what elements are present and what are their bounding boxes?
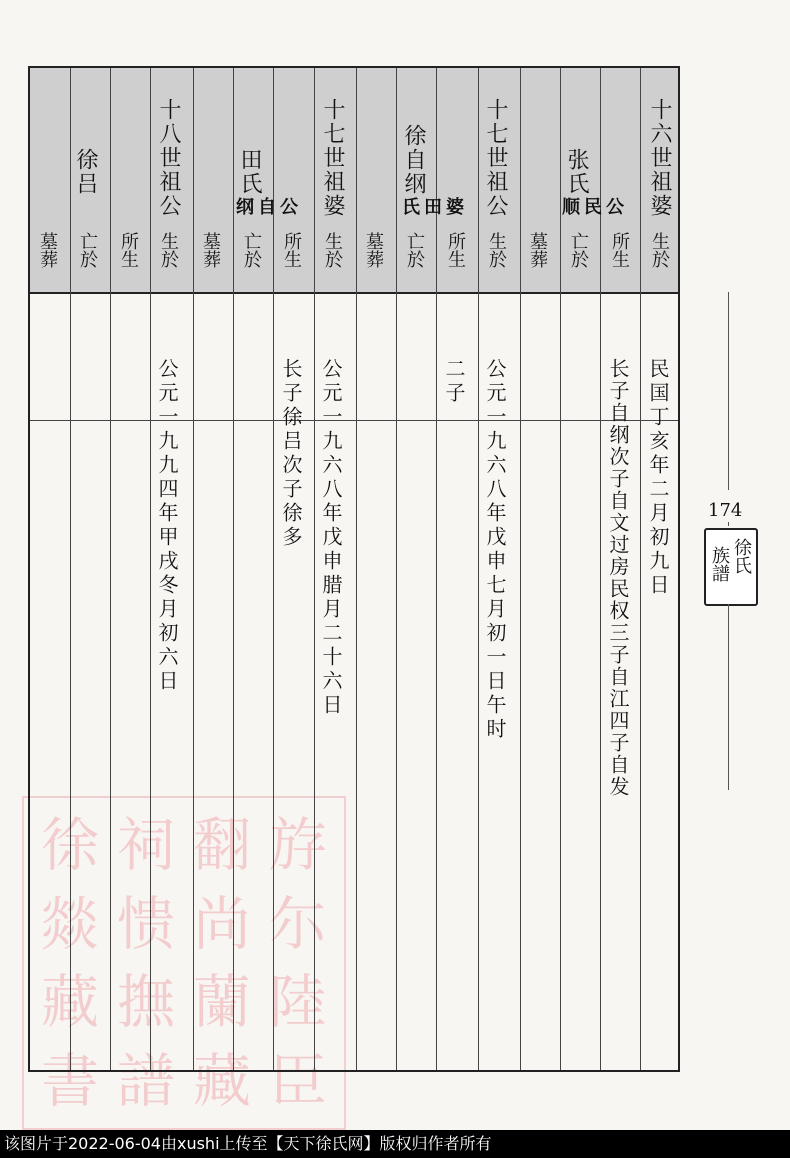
margin-rule-tick — [728, 522, 729, 526]
field-label-birth: 生於 — [158, 232, 179, 268]
seal-char: 譜 — [116, 1046, 175, 1115]
field-label-birth: 生於 — [649, 232, 670, 268]
birth-value: 公元一九九四年甲戌冬月初六日 — [155, 358, 179, 694]
table-divider — [150, 68, 151, 1070]
generation-header: 十八世祖公 — [156, 98, 181, 218]
person-name: 田氏 — [237, 148, 262, 196]
generation-header: 十六世祖婆 — [647, 98, 672, 218]
seal-char: 愦 — [116, 889, 175, 958]
field-label-burial: 墓葬 — [527, 232, 548, 268]
field-label-birth: 生於 — [486, 232, 507, 268]
seal-char: 陸 — [268, 968, 327, 1037]
field-label-birth: 生於 — [322, 232, 343, 268]
field-label-death: 亡於 — [404, 232, 425, 268]
spouse-subtitle: 纲自公 — [236, 197, 302, 218]
field-label-children: 所生 — [609, 232, 630, 268]
seal-line: 族譜 — [709, 546, 730, 582]
birth-value: 公元一九六八年戊申七月初一日午时 — [483, 358, 507, 742]
table-divider — [640, 68, 641, 1070]
seal-char: 徐 — [40, 811, 99, 880]
field-label-row — [30, 292, 678, 421]
children-value: 二子 — [442, 358, 466, 406]
person-name: 张氏 — [564, 148, 589, 196]
table-divider — [70, 68, 71, 1070]
table-divider — [233, 68, 234, 1070]
birth-value: 民国丁亥年二月初九日 — [646, 358, 670, 598]
field-label-death: 亡於 — [77, 232, 98, 268]
seal-char: 臣 — [268, 1046, 327, 1115]
table-divider — [560, 68, 561, 1070]
table-divider — [478, 68, 479, 1070]
birth-value: 公元一九六八年戊申腊月二十六日 — [319, 358, 343, 718]
children-value: 长子徐吕次子徐多 — [279, 358, 303, 550]
seal-char: 祠 — [116, 811, 175, 880]
seal-char: 尚 — [192, 889, 251, 958]
field-label-children: 所生 — [281, 232, 302, 268]
margin-rule-bottom — [728, 604, 729, 790]
table-divider — [356, 68, 357, 1070]
spouse-subtitle: 顺民公 — [562, 197, 628, 218]
page-number: 174 — [708, 500, 743, 521]
person-name: 徐自纲 — [401, 124, 426, 196]
table-divider — [396, 68, 397, 1070]
seal-char: 燚 — [40, 889, 99, 958]
upload-footer: 该图片于2022-06-04由xushi上传至【天下徐氏网】版权归作者所有 — [0, 1130, 790, 1158]
generation-header: 十七世祖婆 — [320, 98, 345, 218]
seal-char: 蘭 — [192, 968, 251, 1037]
table-divider — [520, 68, 521, 1070]
seal-char: 書 — [40, 1046, 99, 1115]
field-label-death: 亡於 — [568, 232, 589, 268]
field-label-children: 所生 — [118, 232, 139, 268]
seal-line: 徐氏 — [731, 538, 752, 574]
margin-rule-top — [728, 292, 729, 490]
field-label-death: 亡於 — [241, 232, 262, 268]
table-divider — [314, 68, 315, 1070]
seal-char: 撫 — [116, 968, 175, 1037]
person-name: 徐吕 — [73, 148, 98, 196]
field-label-burial: 墓葬 — [200, 232, 221, 268]
field-label-children: 所生 — [445, 232, 466, 268]
book-seal — [704, 528, 758, 606]
children-value: 长子自纲次子自文过房民权三子自江四子自发 — [606, 358, 630, 798]
seal-char: 藏 — [192, 1046, 251, 1115]
generation-header: 十七世祖公 — [483, 98, 508, 218]
field-label-burial: 墓葬 — [37, 232, 58, 268]
seal-char: 尓 — [268, 889, 327, 958]
table-divider — [193, 68, 194, 1070]
spouse-subtitle: 氏田婆 — [402, 197, 468, 218]
seal-char: 藏 — [40, 968, 99, 1037]
field-label-burial: 墓葬 — [363, 232, 384, 268]
seal-char: 翻 — [192, 811, 251, 880]
table-divider — [110, 68, 111, 1070]
seal-char: 斿 — [268, 811, 327, 880]
